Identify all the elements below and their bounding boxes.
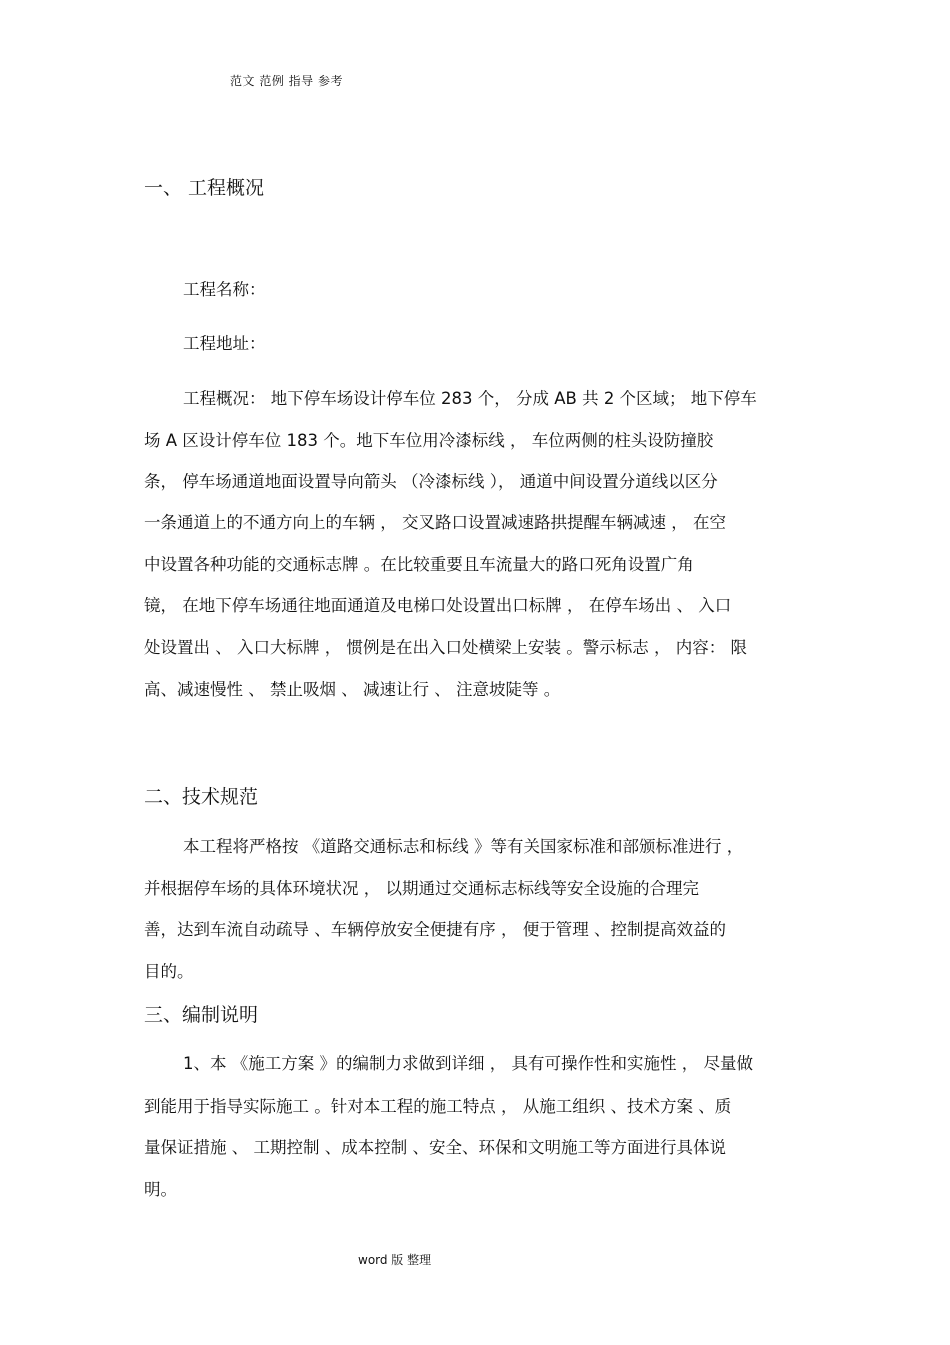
- overview-line: 场 A 区设计停车位 183 个。地下车位用冷漆标线 ， 车位两侧的柱头设防撞胶: [144, 431, 714, 450]
- page-header: 范文 范例 指导 参考: [230, 74, 343, 88]
- explanation-line: 量保证措施 、 工期控制 、成本控制 、安全、环保和文明施工等方面进行具体说: [144, 1138, 726, 1157]
- project-address-label: 工程地址：: [183, 334, 266, 353]
- overview-line: 高、减速慢性 、 禁止吸烟 、 减速让行 、 注意坡陡等 。: [144, 680, 561, 699]
- overview-line: 条， 停车场通道地面设置导向箭头 （冷漆标线 ）， 通道中间设置分道线以区分: [144, 472, 718, 491]
- spec-line: 并根据停车场的具体环境状况 ， 以期通过交通标志标线等安全设施的合理完: [144, 879, 699, 898]
- spec-line: 本工程将严格按 《道路交通标志和标线 》等有关国家标准和部颁标准进行 ，: [183, 837, 744, 856]
- project-name-label: 工程名称：: [183, 280, 266, 299]
- spec-line: 善，达到车流自动疏导 、车辆停放安全便捷有序 ， 便于管理 、控制提高效益的: [144, 920, 726, 939]
- spec-line: 目的。: [144, 962, 194, 981]
- section-3-heading: 三、编制说明: [144, 1004, 259, 1026]
- overview-line: 处设置出 、 入口大标牌 ， 惯例是在出入口处横梁上安装 。警示标志 ， 内容： 限: [144, 638, 747, 657]
- overview-line: 中设置各种功能的交通标志牌 。在比较重要且车流量大的路口死角设置广角: [144, 555, 694, 574]
- explanation-line: 到能用于指导实际施工 。针对本工程的施工特点 ， 从施工组织 、技术方案 、质: [144, 1097, 732, 1116]
- section-1-heading: 一、 工程概况: [144, 177, 265, 199]
- explanation-line: 明。: [144, 1180, 177, 1199]
- overview-line: 工程概况： 地下停车场设计停车位 283 个， 分成 AB 共 2 个区域； 地下停车: [183, 389, 757, 408]
- page-footer: word 版 整理: [358, 1253, 432, 1267]
- overview-line: 镜， 在地下停车场通往地面通道及电梯口处设置出口标牌 ， 在停车场出 、 入口: [144, 596, 732, 615]
- section-2-heading: 二、技术规范: [144, 786, 259, 808]
- explanation-line: 1、本 《施工方案 》的编制力求做到详细 ， 具有可操作性和实施性 ， 尽量做: [183, 1054, 753, 1073]
- overview-line: 一条通道上的不通方向上的车辆 ， 交叉路口设置减速路拱提醒车辆减速 ， 在空: [144, 513, 726, 532]
